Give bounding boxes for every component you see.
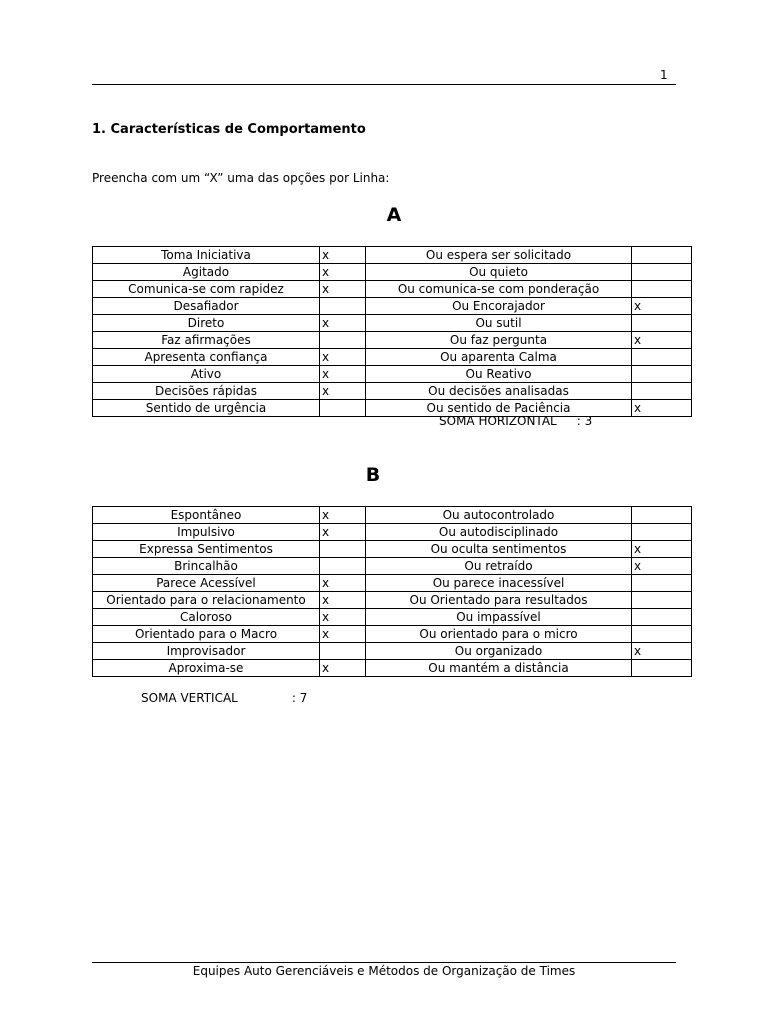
right-mark-cell — [632, 524, 692, 541]
table-row — [93, 264, 692, 281]
right-mark-cell — [632, 609, 692, 626]
header-divider — [92, 84, 676, 85]
right-mark-cell: x — [632, 400, 692, 417]
table-row — [93, 609, 692, 626]
option-right-cell: Ou sutil — [366, 315, 632, 332]
table-row — [93, 298, 692, 315]
left-mark-cell — [320, 558, 366, 575]
table-row — [93, 660, 692, 677]
table-row — [93, 400, 692, 417]
table-row — [93, 507, 692, 524]
option-left-cell: Faz afirmações — [93, 332, 320, 349]
right-mark-cell — [632, 507, 692, 524]
left-mark-cell: x — [320, 383, 366, 400]
table-row — [93, 383, 692, 400]
option-left-cell: Impulsivo — [93, 524, 320, 541]
option-right-cell: Ou Encorajador — [366, 298, 632, 315]
option-left-cell: Sentido de urgência — [93, 400, 320, 417]
left-mark-cell — [320, 298, 366, 315]
right-mark-cell — [632, 315, 692, 332]
sum-vertical — [141, 691, 307, 705]
option-left-cell: Desafiador — [93, 298, 320, 315]
option-left-cell: Comunica-se com rapidez — [93, 281, 320, 298]
left-mark-cell — [320, 332, 366, 349]
left-mark-cell: x — [320, 349, 366, 366]
left-mark-cell: x — [320, 281, 366, 298]
sum-horizontal-value: : 3 — [576, 414, 593, 428]
option-right-cell: Ou organizado — [366, 643, 632, 660]
left-mark-cell: x — [320, 592, 366, 609]
option-left-cell: Direto — [93, 315, 320, 332]
option-left-cell: Orientado para o Macro — [93, 626, 320, 643]
footer-divider — [92, 962, 676, 963]
right-mark-cell — [632, 281, 692, 298]
option-right-cell: Ou orientado para o micro — [366, 626, 632, 643]
group-b-table — [92, 506, 692, 677]
left-mark-cell: x — [320, 247, 366, 264]
left-mark-cell: x — [320, 366, 366, 383]
option-right-cell: Ou mantém a distância — [366, 660, 632, 677]
right-mark-cell — [632, 366, 692, 383]
left-mark-cell — [320, 643, 366, 660]
table-row — [93, 575, 692, 592]
option-right-cell: Ou autocontrolado — [366, 507, 632, 524]
option-right-cell: Ou Reativo — [366, 366, 632, 383]
option-right-cell: Ou impassível — [366, 609, 632, 626]
option-left-cell: Parece Acessível — [93, 575, 320, 592]
left-mark-cell: x — [320, 609, 366, 626]
section-title: 1. Características de Comportamento — [92, 122, 366, 137]
table-row — [93, 247, 692, 264]
right-mark-cell — [632, 626, 692, 643]
left-mark-cell: x — [320, 264, 366, 281]
right-mark-cell — [632, 575, 692, 592]
option-left-cell: Expressa Sentimentos — [93, 541, 320, 558]
option-left-cell: Apresenta confiança — [93, 349, 320, 366]
instruction-text: Preencha com um “X” uma das opções por Linha: — [92, 171, 390, 185]
table-row — [93, 366, 692, 383]
table-row — [93, 592, 692, 609]
right-mark-cell: x — [632, 332, 692, 349]
group-a-heading: A — [386, 204, 402, 226]
table-row — [93, 626, 692, 643]
left-mark-cell: x — [320, 626, 366, 643]
left-mark-cell: x — [320, 524, 366, 541]
option-left-cell: Aproxima-se — [93, 660, 320, 677]
right-mark-cell — [632, 247, 692, 264]
option-right-cell: Ou faz pergunta — [366, 332, 632, 349]
table-row — [93, 315, 692, 332]
table-row — [93, 524, 692, 541]
option-left-cell: Agitado — [93, 264, 320, 281]
option-left-cell: Decisões rápidas — [93, 383, 320, 400]
group-b-heading: B — [365, 464, 381, 486]
option-right-cell: Ou espera ser solicitado — [366, 247, 632, 264]
table-row — [93, 541, 692, 558]
left-mark-cell — [320, 400, 366, 417]
sum-vertical-label: SOMA VERTICAL — [141, 691, 238, 705]
option-right-cell: Ou aparenta Calma — [366, 349, 632, 366]
option-left-cell: Toma Iniciativa — [93, 247, 320, 264]
table-row — [93, 332, 692, 349]
option-right-cell: Ou oculta sentimentos — [366, 541, 632, 558]
footer-text: Equipes Auto Gerenciáveis e Métodos de Organização de Times — [192, 964, 576, 978]
sum-vertical-value: : 7 — [291, 691, 308, 705]
right-mark-cell — [632, 592, 692, 609]
option-right-cell: Ou autodisciplinado — [366, 524, 632, 541]
option-right-cell: Ou retraído — [366, 558, 632, 575]
option-left-cell: Caloroso — [93, 609, 320, 626]
option-left-cell: Espontâneo — [93, 507, 320, 524]
sum-horizontal-label: SOMA HORIZONTAL — [439, 414, 557, 428]
option-right-cell: Ou parece inacessível — [366, 575, 632, 592]
table-row — [93, 643, 692, 660]
right-mark-cell — [632, 660, 692, 677]
left-mark-cell: x — [320, 315, 366, 332]
left-mark-cell: x — [320, 660, 366, 677]
left-mark-cell — [320, 541, 366, 558]
right-mark-cell: x — [632, 558, 692, 575]
option-left-cell: Brincalhão — [93, 558, 320, 575]
left-mark-cell: x — [320, 507, 366, 524]
table-row — [93, 558, 692, 575]
option-right-cell: Ou decisões analisadas — [366, 383, 632, 400]
option-right-cell: Ou comunica-se com ponderação — [366, 281, 632, 298]
option-left-cell: Improvisador — [93, 643, 320, 660]
sum-horizontal — [439, 414, 592, 428]
option-left-cell: Ativo — [93, 366, 320, 383]
right-mark-cell: x — [632, 298, 692, 315]
left-mark-cell: x — [320, 575, 366, 592]
table-row — [93, 281, 692, 298]
right-mark-cell — [632, 349, 692, 366]
option-right-cell: Ou Orientado para resultados — [366, 592, 632, 609]
option-left-cell: Orientado para o relacionamento — [93, 592, 320, 609]
right-mark-cell: x — [632, 541, 692, 558]
option-right-cell: Ou sentido de Paciência — [366, 400, 632, 417]
page-number: 1 — [660, 68, 668, 82]
group-a-table — [92, 246, 692, 417]
table-row — [93, 349, 692, 366]
right-mark-cell: x — [632, 643, 692, 660]
option-right-cell: Ou quieto — [366, 264, 632, 281]
right-mark-cell — [632, 264, 692, 281]
right-mark-cell — [632, 383, 692, 400]
